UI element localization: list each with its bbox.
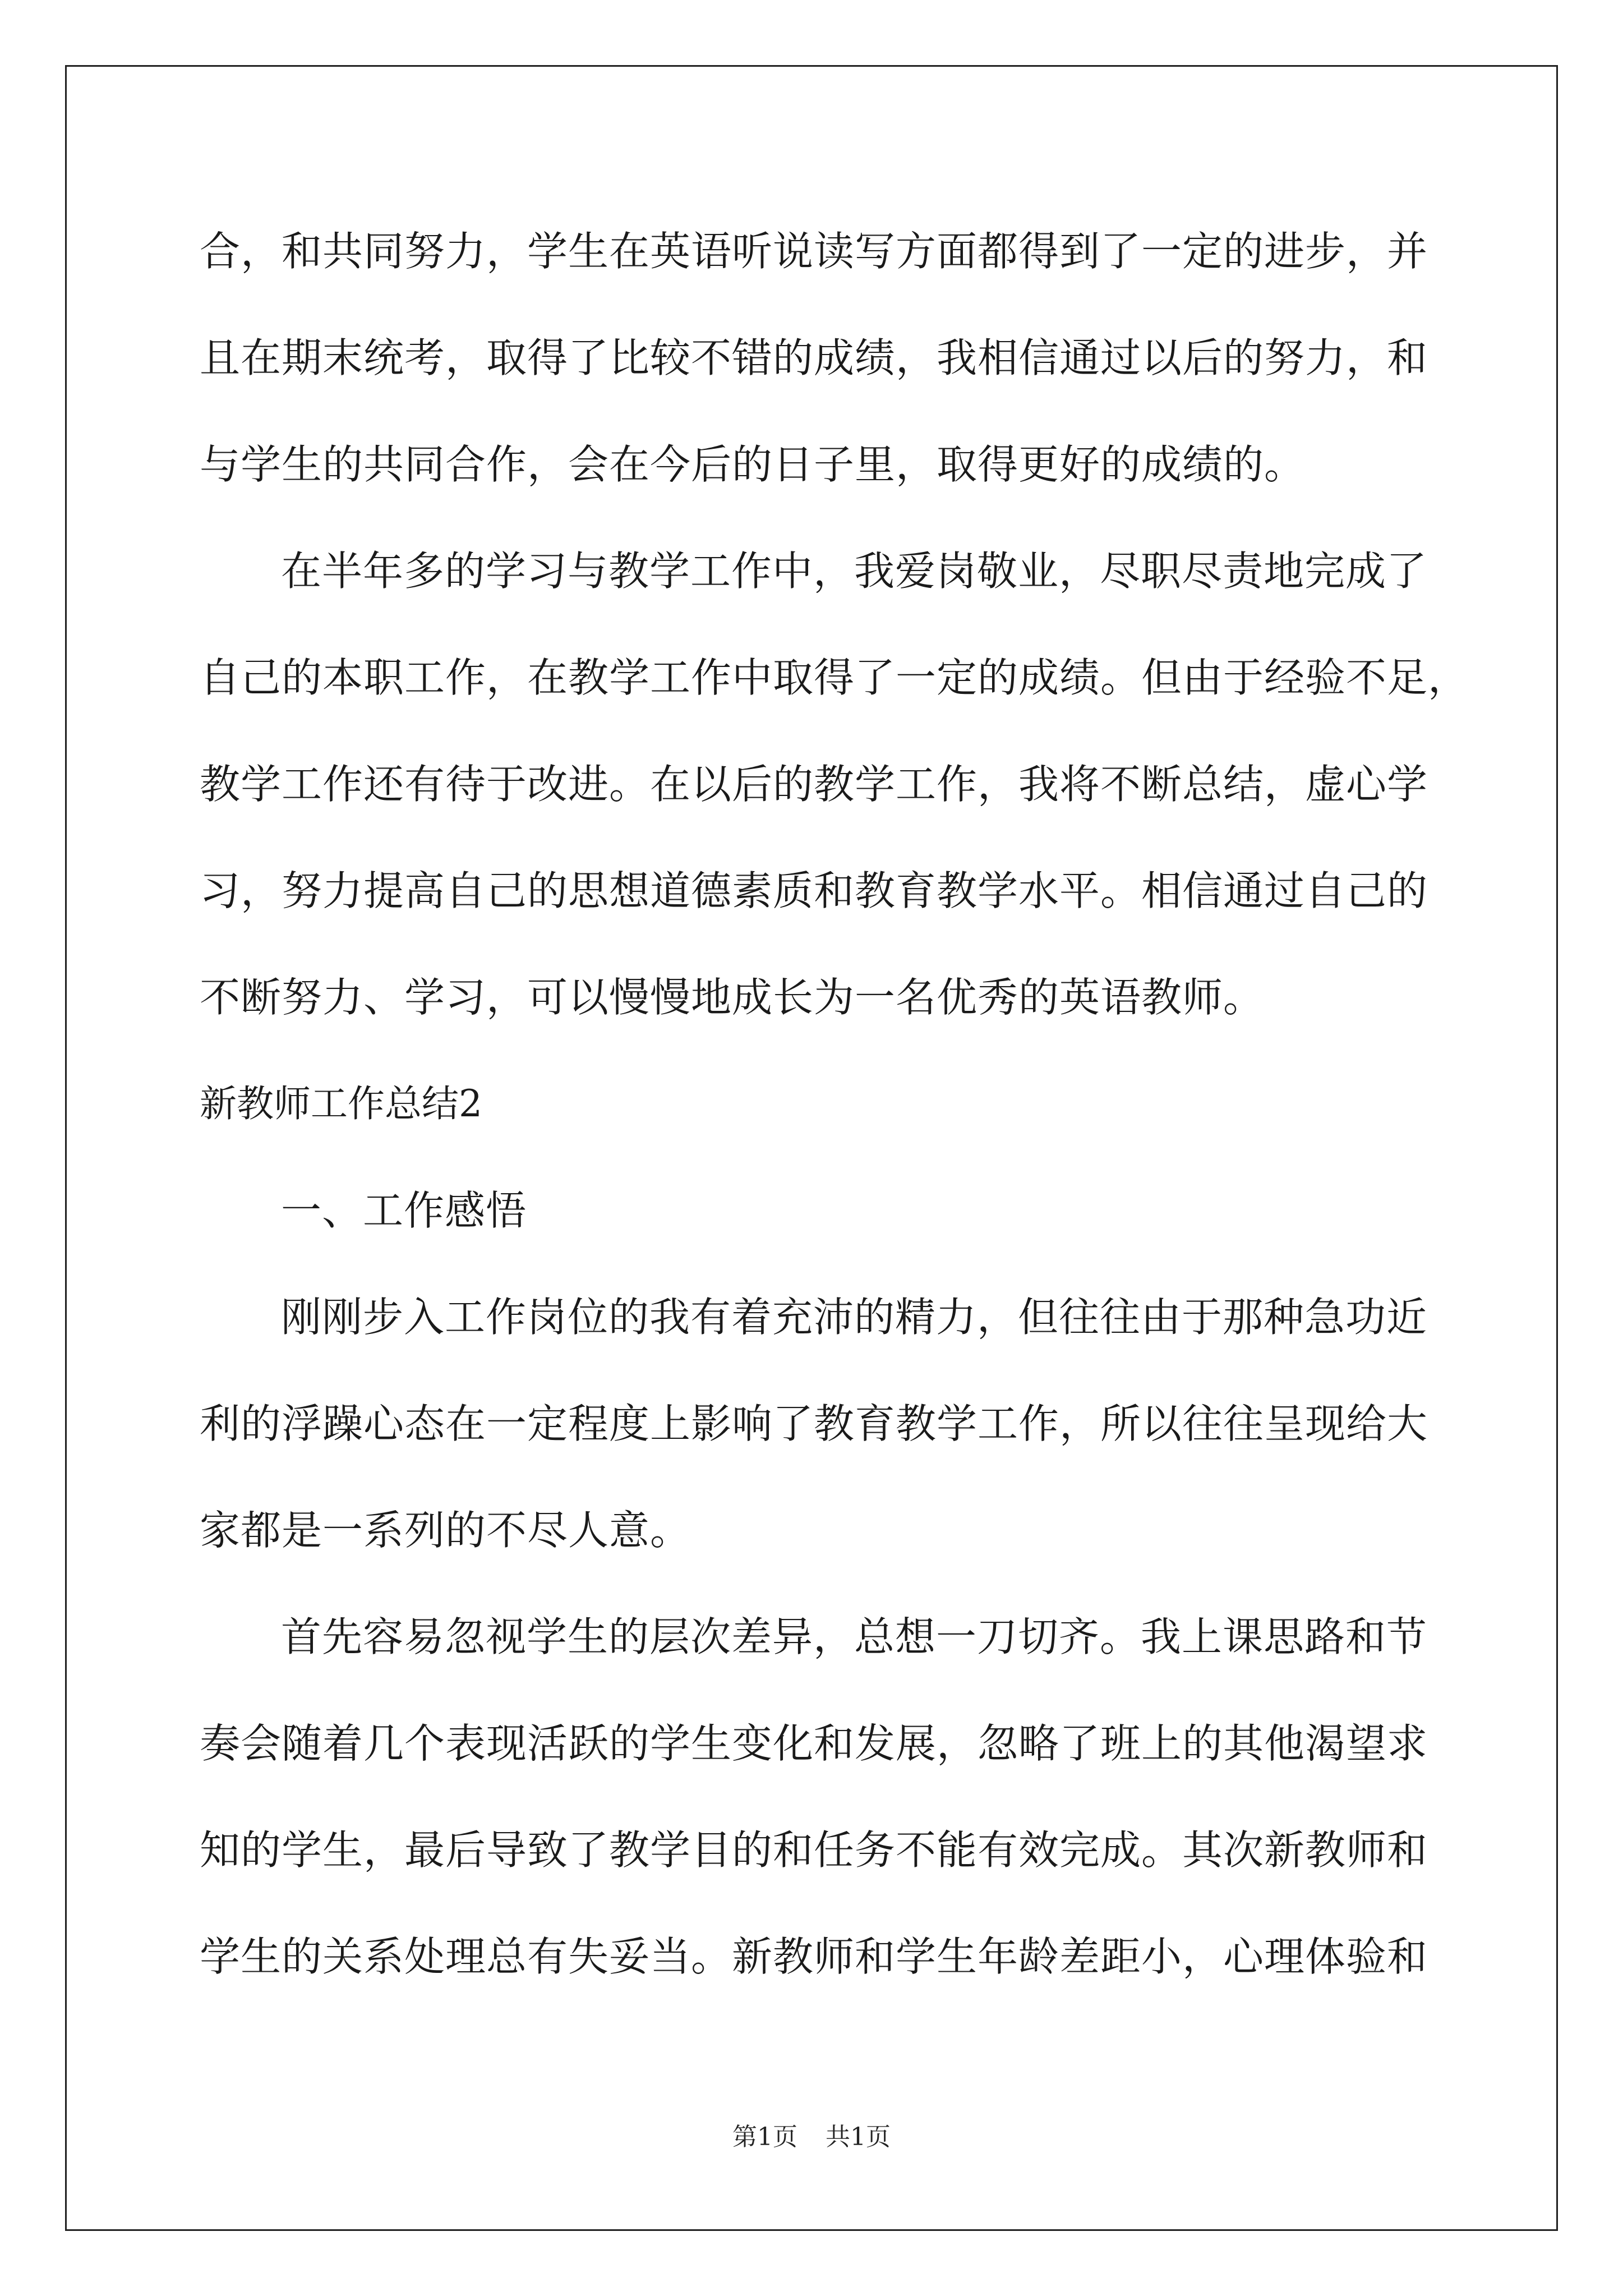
text-line: 奏会随着几个表现活跃的学生变化和发展，忽略了班上的其他渴望求	[200, 1720, 1428, 1767]
text-line: 教学工作还有待于改进。在以后的教学工作，我将不断总结，虚心学	[200, 761, 1428, 808]
text-line: 合，和共同努力，学生在英语听说读写方面都得到了一定的进步，并	[200, 228, 1428, 275]
text-line: 家都是一系列的不尽人意。	[200, 1507, 691, 1554]
page-number: 第1页	[732, 2123, 797, 2151]
text-line: 首先容易忽视学生的层次差异，总想一刀切齐。我上课思路和节	[281, 1613, 1428, 1660]
text-line: 学生的关系处理总有失妥当。新教师和学生年龄差距小，心理体验和	[200, 1933, 1428, 1980]
text-line: 利的浮躁心态在一定程度上影响了教育教学工作，所以往往呈现给大	[200, 1400, 1428, 1447]
text-line: 与学生的共同合作，会在今后的日子里，取得更好的成绩的。	[200, 441, 1306, 488]
text-line: 知的学生，最后导致了教学目的和任务不能有效完成。其次新教师和	[200, 1826, 1428, 1874]
section-heading: 新教师工作总结2	[200, 1082, 482, 1125]
page-total: 共1页	[826, 2123, 891, 2151]
text-line: 自己的本职工作，在教学工作中取得了一定的成绩。但由于经验不足，	[200, 654, 1469, 701]
text-line: 在半年多的学习与教学工作中，我爱岗敬业，尽职尽责地完成了	[281, 547, 1428, 595]
subsection-heading: 一、工作感悟	[281, 1187, 527, 1234]
text-line: 且在期末统考，取得了比较不错的成绩，我相信通过以后的努力，和	[200, 334, 1428, 381]
text-line: 不断努力、学习，可以慢慢地成长为一名优秀的英语教师。	[200, 974, 1265, 1021]
text-line: 刚刚步入工作岗位的我有着充沛的精力，但往往由于那种急功近	[281, 1294, 1428, 1341]
page-footer	[0, 2120, 1623, 2154]
text-line: 习，努力提高自己的思想道德素质和教育教学水平。相信通过自己的	[200, 867, 1428, 914]
